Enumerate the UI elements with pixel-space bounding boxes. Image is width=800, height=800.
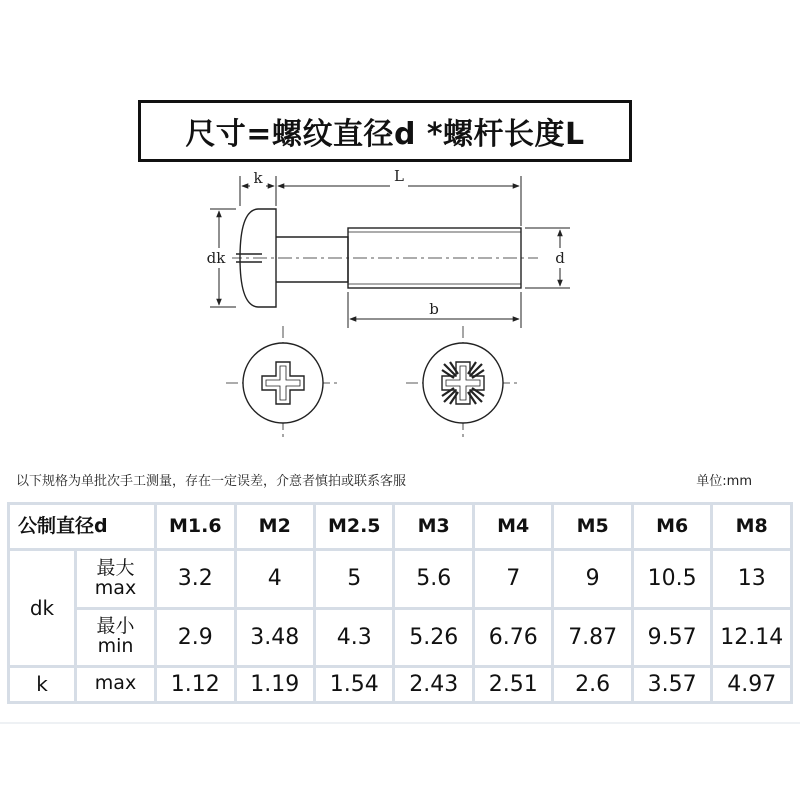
table-cell: 1.12 <box>156 666 235 702</box>
dk-label: dk <box>9 550 76 667</box>
label-k: k <box>253 169 263 187</box>
table-cell: 2.9 <box>156 608 235 666</box>
table-row-dk-max <box>9 550 792 608</box>
bottom-divider <box>0 722 800 724</box>
min-label-cn: 最小 <box>96 615 135 638</box>
size-cell: M5 <box>553 504 632 550</box>
table-cell: 5.26 <box>394 608 473 666</box>
table-cell: 4.97 <box>712 666 792 702</box>
size-cell: M6 <box>632 504 711 550</box>
dimension-labels <box>200 167 568 318</box>
table-cell: 1.19 <box>235 666 314 702</box>
spec-table <box>7 502 793 704</box>
table-cell: 7.87 <box>553 608 632 666</box>
size-cell: M1.6 <box>156 504 235 550</box>
table-cell: 9 <box>553 550 632 608</box>
min-sub-label <box>76 608 156 666</box>
table-cell: 4.3 <box>314 608 393 666</box>
table-cell: 3.48 <box>235 608 314 666</box>
table-cell: 2.6 <box>553 666 632 702</box>
dimension-lines <box>210 176 570 328</box>
measurement-note: 以下规格为单批次手工测量，存在一定误差，介意者慎拍或联系客服 <box>16 474 407 489</box>
table-row-k-max <box>9 666 792 702</box>
header-label: 公制直径d <box>9 504 156 550</box>
k-sub-label: max <box>76 666 156 702</box>
table-cell: 6.76 <box>473 608 552 666</box>
max-label-cn: 最大 <box>96 556 135 579</box>
pozidriv-head-view <box>406 326 520 440</box>
table-row-dk-min <box>9 608 792 666</box>
table-header-row <box>9 504 792 550</box>
table-cell: 4 <box>235 550 314 608</box>
table-cell: 5 <box>314 550 393 608</box>
size-cell: M2.5 <box>314 504 393 550</box>
size-cell: M4 <box>473 504 552 550</box>
screw-side-view <box>228 209 538 307</box>
max-label-en: max <box>94 576 137 599</box>
unit-label: 单位:mm <box>696 474 752 489</box>
max-sub-label <box>76 550 156 608</box>
table-cell: 2.43 <box>394 666 473 702</box>
k-label: k <box>9 666 76 702</box>
label-d: d <box>555 249 565 267</box>
screw-neck-outline <box>276 237 348 282</box>
table-cell: 7 <box>473 550 552 608</box>
table-cell: 13 <box>712 550 792 608</box>
size-cell: M2 <box>235 504 314 550</box>
phillips-head-view <box>226 326 340 440</box>
table-cell: 3.2 <box>156 550 235 608</box>
table-cell: 3.57 <box>632 666 711 702</box>
table-cell: 10.5 <box>632 550 711 608</box>
page-title: 尺寸=螺纹直径d *螺杆长度L <box>185 117 585 152</box>
label-L: L <box>394 167 404 185</box>
size-cell: M3 <box>394 504 473 550</box>
table-cell: 9.57 <box>632 608 711 666</box>
label-dk: dk <box>206 249 226 267</box>
table-cell: 2.51 <box>473 666 552 702</box>
table-cell: 5.6 <box>394 550 473 608</box>
table-cell: 1.54 <box>314 666 393 702</box>
table-cell: 12.14 <box>712 608 792 666</box>
min-label-en: min <box>97 635 134 658</box>
label-b: b <box>429 300 439 318</box>
size-cell: M8 <box>712 504 792 550</box>
